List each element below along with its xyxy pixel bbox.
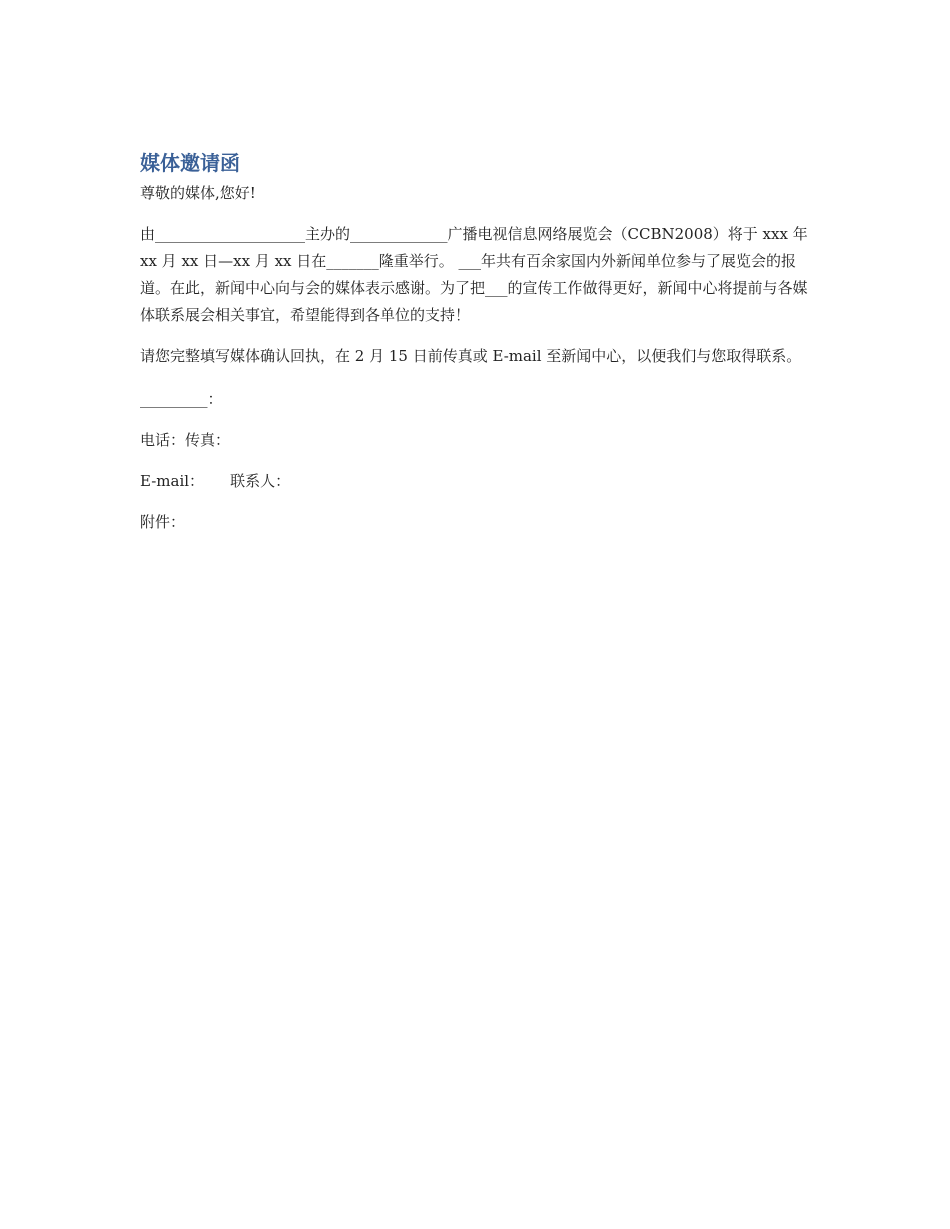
- phone-fax-line: 电话：传真：: [140, 431, 231, 449]
- blank-field-line: _________：: [140, 390, 223, 408]
- email-label: E-mail：: [140, 472, 205, 490]
- document-page: [140, 148, 810, 536]
- document-title: 媒体邀请函: [140, 151, 240, 175]
- invitation-paragraph: 由____________________主办的_____________广播电视信息网络展览会（CCBN2008）将于 xxx 年 xx 月 xx 日—xx 月 xx 日在_______隆重举行。 ___年共有百余家国内外新闻单位参与了展览会的报道。在此，新闻中心向与会的媒体表示感谢。为了把___的宣传工作做得更好，新闻中心将提前与各媒体联系展会相关事宜，希望能得到各单位的支持！: [140, 225, 808, 324]
- email-contact-line: [140, 468, 810, 495]
- greeting: 尊敬的媒体,您好!: [140, 184, 256, 202]
- contact-label: 联系人：: [230, 472, 291, 490]
- attachment-line: 附件：: [140, 513, 186, 531]
- confirmation-paragraph: 请您完整填写媒体确认回执，在 2 月 15 日前传真或 E-mail 至新闻中心，以便我们与您取得联系。: [140, 347, 802, 365]
